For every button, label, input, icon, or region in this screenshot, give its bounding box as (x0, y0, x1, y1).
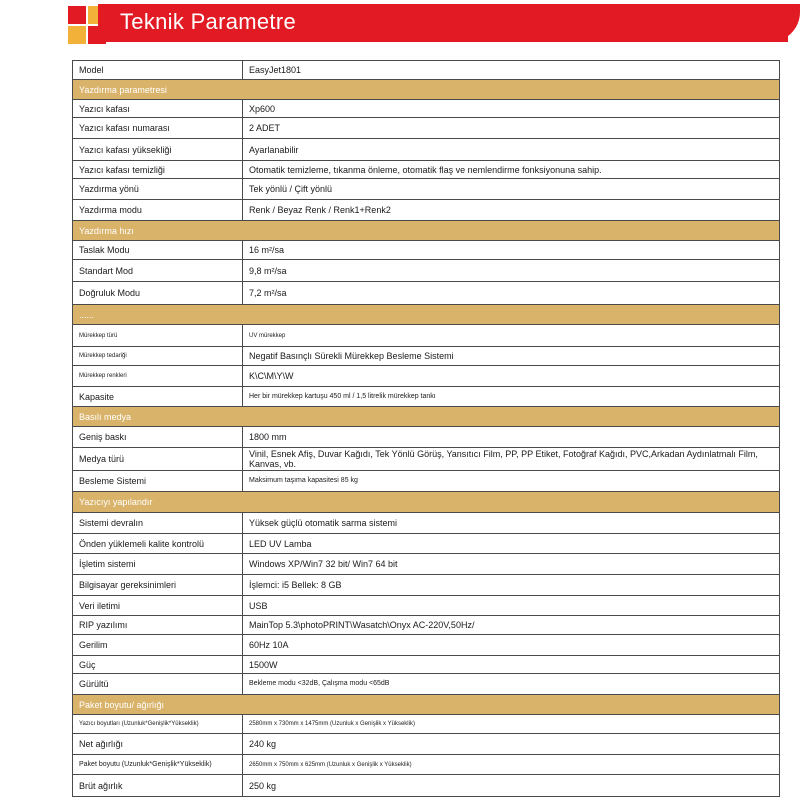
spec-label: Taslak Modu (73, 241, 243, 260)
spec-label: İşletim sistemi (73, 554, 243, 575)
spec-value: Her bir mürekkep kartuşu 450 ml / 1,5 litrelik mürekkep tankı (243, 387, 780, 407)
page-title: Teknik Parametre (120, 9, 296, 34)
spec-row (73, 616, 780, 635)
spec-row (73, 100, 780, 118)
spec-label: Yazıcı kafası temizliği (73, 161, 243, 179)
spec-table (72, 60, 780, 797)
spec-label: Yazdırma modu (73, 200, 243, 221)
spec-row (73, 734, 780, 755)
spec-label: Gürültü (73, 674, 243, 695)
spec-label: Gerilim (73, 635, 243, 656)
section-header (73, 305, 780, 325)
spec-value: 240 kg (243, 734, 780, 755)
logo-square-red (68, 6, 86, 24)
section-title: Yazdırma hızı (73, 221, 780, 241)
spec-row (73, 325, 780, 347)
spec-label: Paket boyutu (Uzunluk*Genişlik*Yükseklik) (73, 755, 243, 775)
spec-value: 2650mm x 750mm x 625mm (Uzunluk x Genişlik x Yükseklik) (243, 755, 780, 775)
spec-row (73, 775, 780, 797)
spec-label: Mürekkep tedariği (73, 347, 243, 366)
spec-row (73, 260, 780, 282)
spec-value: UV mürekkep (243, 325, 780, 347)
section-title: Yazıcıyı yapılandır (73, 492, 780, 513)
spec-value: 250 kg (243, 775, 780, 797)
spec-row (73, 347, 780, 366)
spec-value: Otomatik temizleme, tıkanma önleme, otomatik flaş ve nemlendirme fonksiyonuna sahip. (243, 161, 780, 179)
spec-label: Brüt ağırlık (73, 775, 243, 797)
spec-label: Kapasite (73, 387, 243, 407)
spec-label: Mürekkep türü (73, 325, 243, 347)
spec-value: EasyJet1801 (243, 61, 780, 80)
logo-square-orange (68, 26, 86, 44)
section-title: Paket boyutu/ ağırlığı (73, 695, 780, 715)
spec-label: Yazıcı kafası numarası (73, 118, 243, 139)
spec-value: 16 m²/sa (243, 241, 780, 260)
spec-value: Tek yönlü / Çift yönlü (243, 179, 780, 200)
spec-row (73, 554, 780, 575)
spec-value: Negatif Basınçlı Sürekli Mürekkep Besleme Sistemi (243, 347, 780, 366)
spec-label: Güç (73, 656, 243, 674)
spec-value: Maksimum taşıma kapasitesi 85 kg (243, 471, 780, 492)
spec-value: K\C\M\Y\W (243, 366, 780, 387)
spec-value: LED UV Lamba (243, 534, 780, 554)
spec-value: 9,8 m²/sa (243, 260, 780, 282)
spec-label: Mürekkep renkleri (73, 366, 243, 387)
spec-value: 2 ADET (243, 118, 780, 139)
spec-row (73, 387, 780, 407)
spec-row (73, 715, 780, 734)
spec-label: Besleme Sistemi (73, 471, 243, 492)
spec-label: Veri iletimi (73, 596, 243, 616)
header-banner (0, 0, 800, 50)
section-header (73, 407, 780, 427)
spec-label: Bilgisayar gereksinimleri (73, 575, 243, 596)
spec-label: Yazıcı kafası (73, 100, 243, 118)
spec-value: 1500W (243, 656, 780, 674)
spec-row (73, 471, 780, 492)
spec-row (73, 534, 780, 554)
spec-label: Sistemi devralın (73, 513, 243, 534)
section-header (73, 492, 780, 513)
spec-value: Xp600 (243, 100, 780, 118)
spec-value: 7,2 m²/sa (243, 282, 780, 305)
spec-label: Standart Mod (73, 260, 243, 282)
section-header (73, 80, 780, 100)
spec-label: Net ağırlığı (73, 734, 243, 755)
spec-value: İşlemci: i5 Bellek: 8 GB (243, 575, 780, 596)
spec-label: Medya türü (73, 448, 243, 471)
spec-row (73, 61, 780, 80)
spec-row (73, 241, 780, 260)
spec-row (73, 427, 780, 448)
spec-value: Vinil, Esnek Afiş, Duvar Kağıdı, Tek Yönlü Görüş, Yansıtıcı Film, PP, PP Etiket, Fotoğraf Kağıdı, PVC,Arkadan Aydınlatmalı Film, Kanvas, vb. (243, 448, 780, 471)
spec-row (73, 755, 780, 775)
spec-value: MainTop 5.3\photoPRINT\Wasatch\Onyx AC-220V,50Hz/ (243, 616, 780, 635)
spec-label: Doğruluk Modu (73, 282, 243, 305)
spec-label: Geniş baskı (73, 427, 243, 448)
spec-label: Önden yüklemeli kalite kontrolü (73, 534, 243, 554)
spec-row (73, 575, 780, 596)
spec-row (73, 179, 780, 200)
spec-label: Yazdırma yönü (73, 179, 243, 200)
spec-label: Model (73, 61, 243, 80)
section-header (73, 695, 780, 715)
spec-label: RIP yazılımı (73, 616, 243, 635)
spec-row (73, 161, 780, 179)
section-header (73, 221, 780, 241)
spec-row (73, 200, 780, 221)
spec-label: Yazıcı kafası yüksekliği (73, 139, 243, 161)
spec-row (73, 656, 780, 674)
spec-value: 1800 mm (243, 427, 780, 448)
spec-value: Renk / Beyaz Renk / Renk1+Renk2 (243, 200, 780, 221)
spec-row (73, 448, 780, 471)
section-title: Yazdırma parametresi (73, 80, 780, 100)
spec-value: 2580mm x 730mm x 1475mm (Uzunluk x Genişlik x Yükseklik) (243, 715, 780, 734)
spec-value: Windows XP/Win7 32 bit/ Win7 64 bit (243, 554, 780, 575)
spec-value: Bekleme modu <32dB, Çalışma modu <65dB (243, 674, 780, 695)
spec-value: 60Hz 10A (243, 635, 780, 656)
spec-row (73, 635, 780, 656)
spec-row (73, 366, 780, 387)
spec-row (73, 139, 780, 161)
spec-value: USB (243, 596, 780, 616)
spec-value: Yüksek güçlü otomatik sarma sistemi (243, 513, 780, 534)
section-title: ...... (73, 305, 780, 325)
spec-row (73, 118, 780, 139)
section-title: Basılı medya (73, 407, 780, 427)
spec-row (73, 513, 780, 534)
spec-row (73, 674, 780, 695)
spec-label: Yazıcı boyutları (Uzunluk*Genişlik*Yükseklik) (73, 715, 243, 734)
spec-row (73, 596, 780, 616)
spec-value: Ayarlanabilir (243, 139, 780, 161)
spec-row (73, 282, 780, 305)
